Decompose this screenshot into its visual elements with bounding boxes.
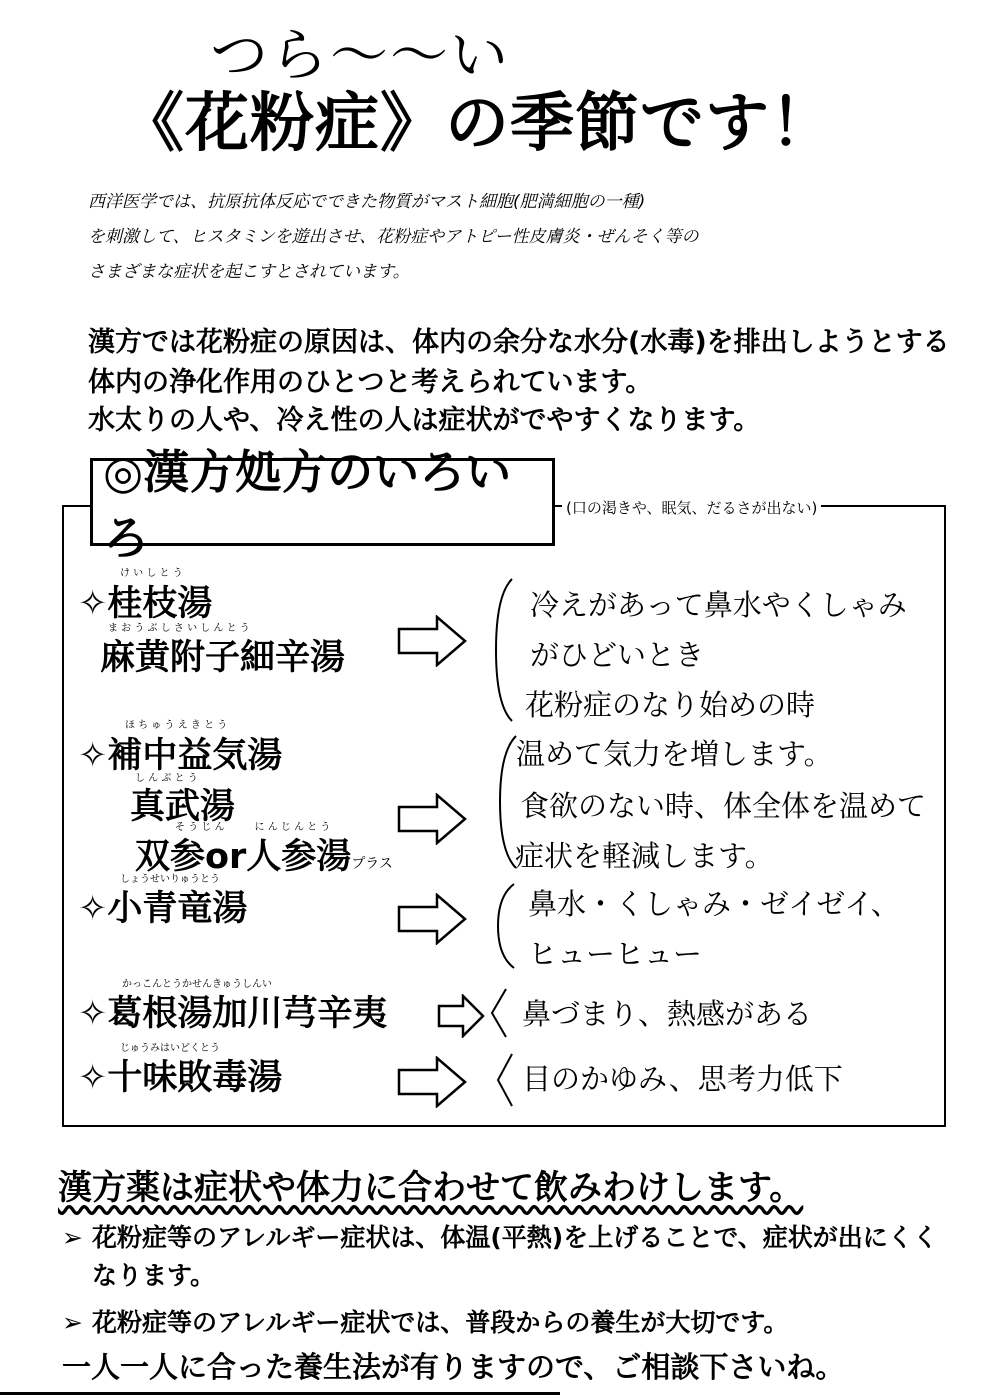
intro-line-2: を刺激して、ヒスタミンを遊出させ、花粉症やアトピー性皮膚炎・ぜんそく等の: [88, 227, 699, 247]
bullet-continuation: なります。: [92, 1261, 216, 1290]
body-line-1: 漢方では花粉症の原因は、体内の余分な水分(水毒)を排出しようとする: [88, 327, 950, 358]
body-line-2: 体内の浄化作用のひとつと考えられています。: [88, 367, 653, 398]
box-title-text: ◎漢方処方のいろいろ: [103, 445, 512, 565]
herb-name-text: 双参or人参湯: [135, 837, 352, 877]
herb-name: 麻黄附子細辛湯: [100, 638, 346, 678]
herb-reading: ほ ち ゅ う え き と う: [125, 720, 228, 731]
bullet-text: 花粉症等のアレルギー症状は、体温(平熱)を上げることで、症状が出にくく: [92, 1223, 938, 1252]
title-line-1: つら〜〜い: [210, 21, 511, 89]
herb-name: ✧十味敗毒湯: [78, 1058, 283, 1098]
bullet-text: 花粉症等のアレルギー症状では、普段からの養生が大切です。: [92, 1308, 789, 1337]
herb-name: 真武湯: [130, 787, 236, 827]
brace-icon: [492, 1050, 518, 1110]
right-arrow-icon: [397, 1056, 469, 1108]
bullet-arrow-icon: ➢: [62, 1223, 83, 1252]
box-title: [90, 445, 555, 565]
herb-name: ✧葛根湯加川芎辛夷: [78, 994, 388, 1034]
herb-name: ✧桂枝湯: [78, 584, 213, 624]
closing-line: 一人一人に合った養生法が有りますので、ご相談下さいね。: [62, 1350, 845, 1384]
herb-reading: ま お う ぶ し さ い し ん と う: [108, 623, 250, 634]
desc-line: 食欲のない時、体全体を温めて: [520, 789, 927, 823]
right-arrow-icon: [437, 994, 487, 1038]
desc-line: がひどいとき: [530, 638, 705, 672]
herb-reading: し ん ぶ と う: [135, 773, 198, 784]
intro-line-1: 西洋医学では、抗原抗体反応でできた物質がマスト細胞(肥満細胞の一種): [88, 192, 646, 212]
box-note: (口の渇きや、眠気、だるさが出ない): [562, 497, 821, 518]
brace-icon: [490, 880, 520, 972]
herb-reading: かっこんとうかせんきゅうしんい: [122, 979, 272, 990]
bottom-rule: [0, 1392, 560, 1395]
bullet-item: [62, 1303, 788, 1339]
herb-reading: け い し と う: [120, 568, 183, 579]
bullet-item: [62, 1218, 938, 1254]
right-arrow-icon: [397, 893, 469, 945]
desc-line: 鼻水・くしゃみ・ゼイゼイ、: [528, 887, 900, 921]
body-line-3: 水太りの人や、冷え性の人は症状がでやすくなります。: [88, 405, 761, 436]
brace-icon: [486, 985, 512, 1041]
desc-line: 鼻づまり、熱感がある: [522, 997, 813, 1031]
herb-name: ✧小青竜湯: [78, 889, 248, 929]
desc-line: 目のかゆみ、思考力低下: [522, 1062, 843, 1096]
page-title: 《花粉症》の季節です！: [120, 87, 835, 161]
brace-icon: [488, 575, 518, 725]
intro-line-3: さまざまな症状を起こすとされています。: [88, 262, 410, 282]
right-arrow-icon: [397, 615, 469, 667]
desc-line: 冷えがあって鼻水やくしゃみ: [530, 588, 907, 622]
desc-line: 症状を軽減します。: [515, 839, 774, 873]
bullet-arrow-icon: ➢: [62, 1308, 83, 1337]
desc-line: 花粉症のなり始めの時: [525, 688, 816, 722]
desc-line: 温めて気力を増します。: [516, 737, 833, 771]
herb-reading: そ う じ ん に ん じ ん と う: [175, 822, 331, 833]
herb-name: ✧補中益気湯: [78, 736, 283, 776]
desc-line: ヒューヒュー: [528, 937, 703, 971]
right-arrow-icon: [397, 793, 469, 845]
herb-reading: じゅうみはいどくとう: [120, 1043, 220, 1054]
herb-reading: しょうせいりゅうとう: [120, 874, 220, 885]
footer-headline: 漢方薬は症状や体力に合わせて飲みわけします。: [58, 1168, 804, 1208]
herb-suffix: プラス: [351, 856, 393, 872]
